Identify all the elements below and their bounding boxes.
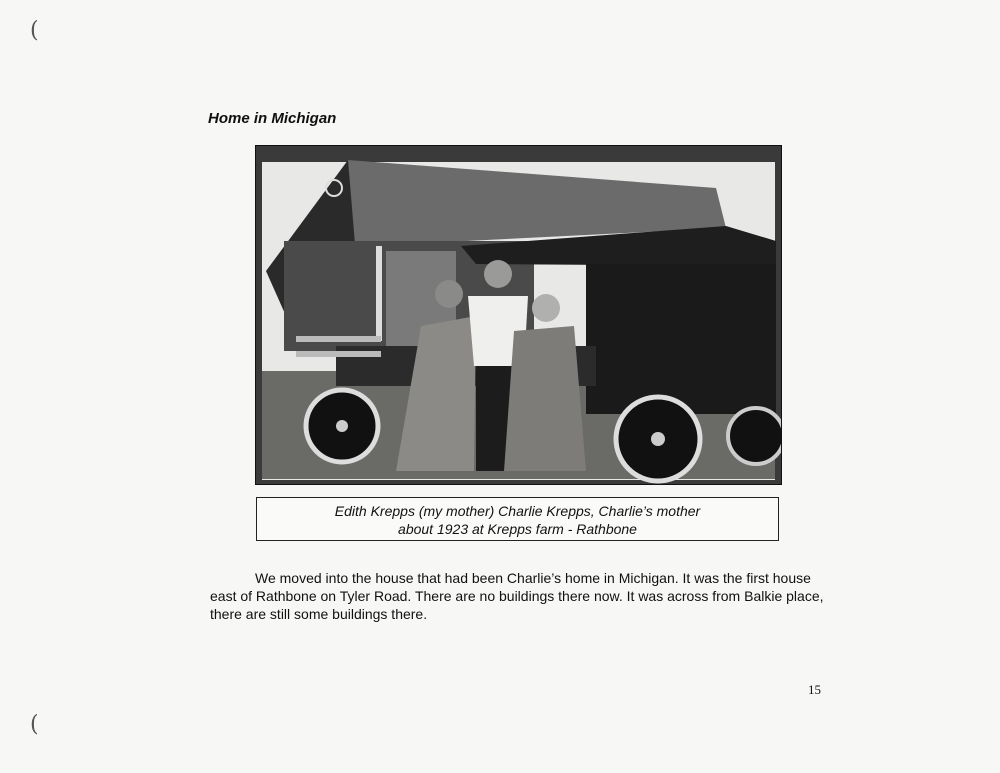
body-paragraph: We moved into the house that had been Charlie’s home in Michigan. It was the first house east of Rathbone on Tyler Road. There are no buildings there now. It was across from Balkie place, there are still some buildings there. <box>210 570 824 622</box>
photo-caption <box>256 497 779 541</box>
caption-line-1: Edith Krepps (my mother) Charlie Krepps, Charlie’s mother <box>334 503 701 519</box>
caption-line-2: about 1923 at Krepps farm - Rathbone <box>398 521 637 537</box>
section-heading: Home in Michigan <box>208 110 337 127</box>
binder-hole-mark: ( <box>30 18 39 43</box>
photo-illustration <box>256 146 781 484</box>
page-number: 15 <box>808 682 821 697</box>
binder-hole-mark: ( <box>30 712 39 737</box>
family-photo <box>255 145 782 485</box>
